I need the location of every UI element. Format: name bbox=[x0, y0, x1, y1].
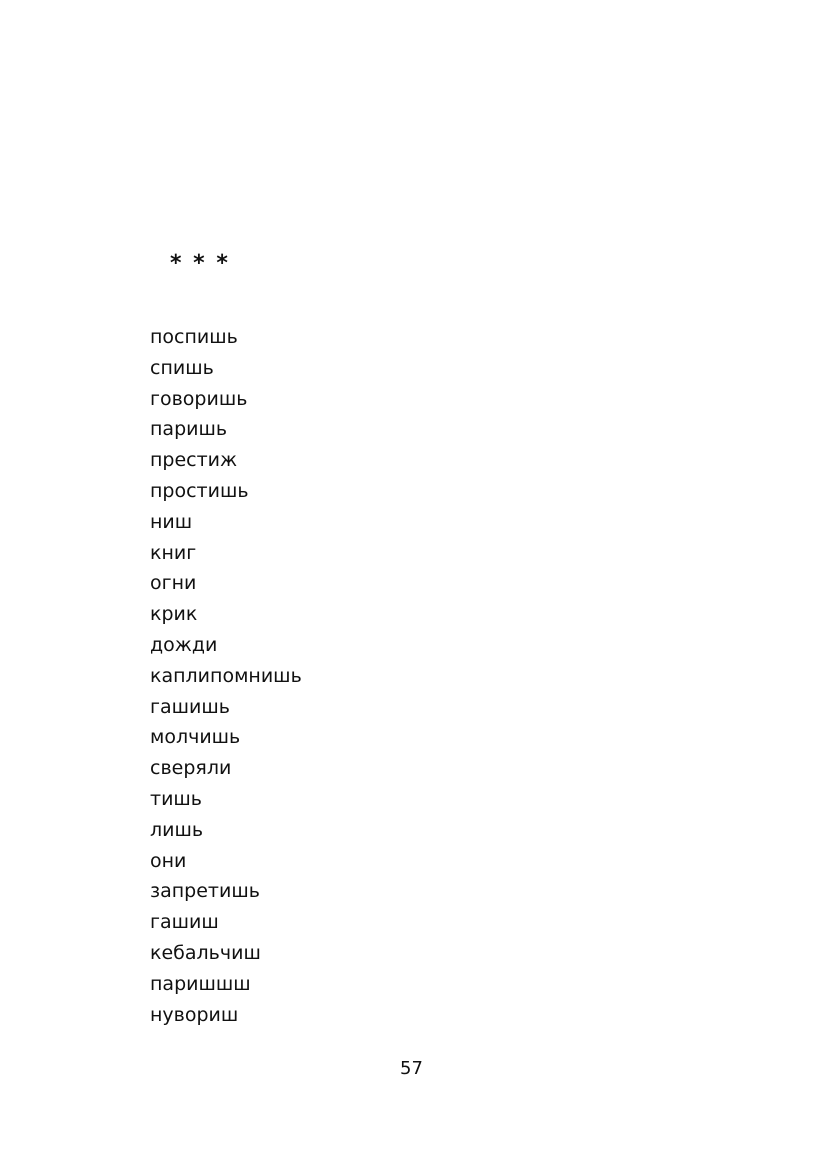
poem-line: тишь bbox=[150, 787, 202, 810]
page-number: 57 bbox=[400, 1058, 423, 1079]
poem-line: ниш bbox=[150, 510, 193, 533]
poem-line: гашишь bbox=[150, 695, 230, 718]
poem-line: каплипомнишь bbox=[150, 664, 302, 687]
poem-line: нувориш bbox=[150, 1003, 239, 1026]
poem-line: молчишь bbox=[150, 726, 241, 749]
poem-line: спишь bbox=[150, 356, 214, 379]
section-separator: * * * bbox=[170, 251, 230, 276]
poem-line: огни bbox=[150, 572, 197, 595]
poem-line: лишь bbox=[150, 818, 204, 841]
poem-line: книг bbox=[150, 541, 197, 564]
poem-line: говоришь bbox=[150, 387, 248, 410]
poem-line: кебальчиш bbox=[150, 941, 261, 964]
poem-lines bbox=[150, 322, 302, 1030]
poem-line: паришшш bbox=[150, 972, 251, 995]
poem-line: простишь bbox=[150, 479, 249, 502]
poem-line: паришь bbox=[150, 418, 228, 441]
poem-line: запретишь bbox=[150, 880, 260, 903]
poem-line: гашиш bbox=[150, 911, 219, 934]
poem-line: дожди bbox=[150, 633, 218, 656]
poem-line: престиж bbox=[150, 449, 238, 472]
poem-line: они bbox=[150, 849, 187, 872]
poem-line: сверяли bbox=[150, 757, 232, 780]
poem-line: поспишь bbox=[150, 326, 238, 348]
poem-line: крик bbox=[150, 603, 198, 626]
